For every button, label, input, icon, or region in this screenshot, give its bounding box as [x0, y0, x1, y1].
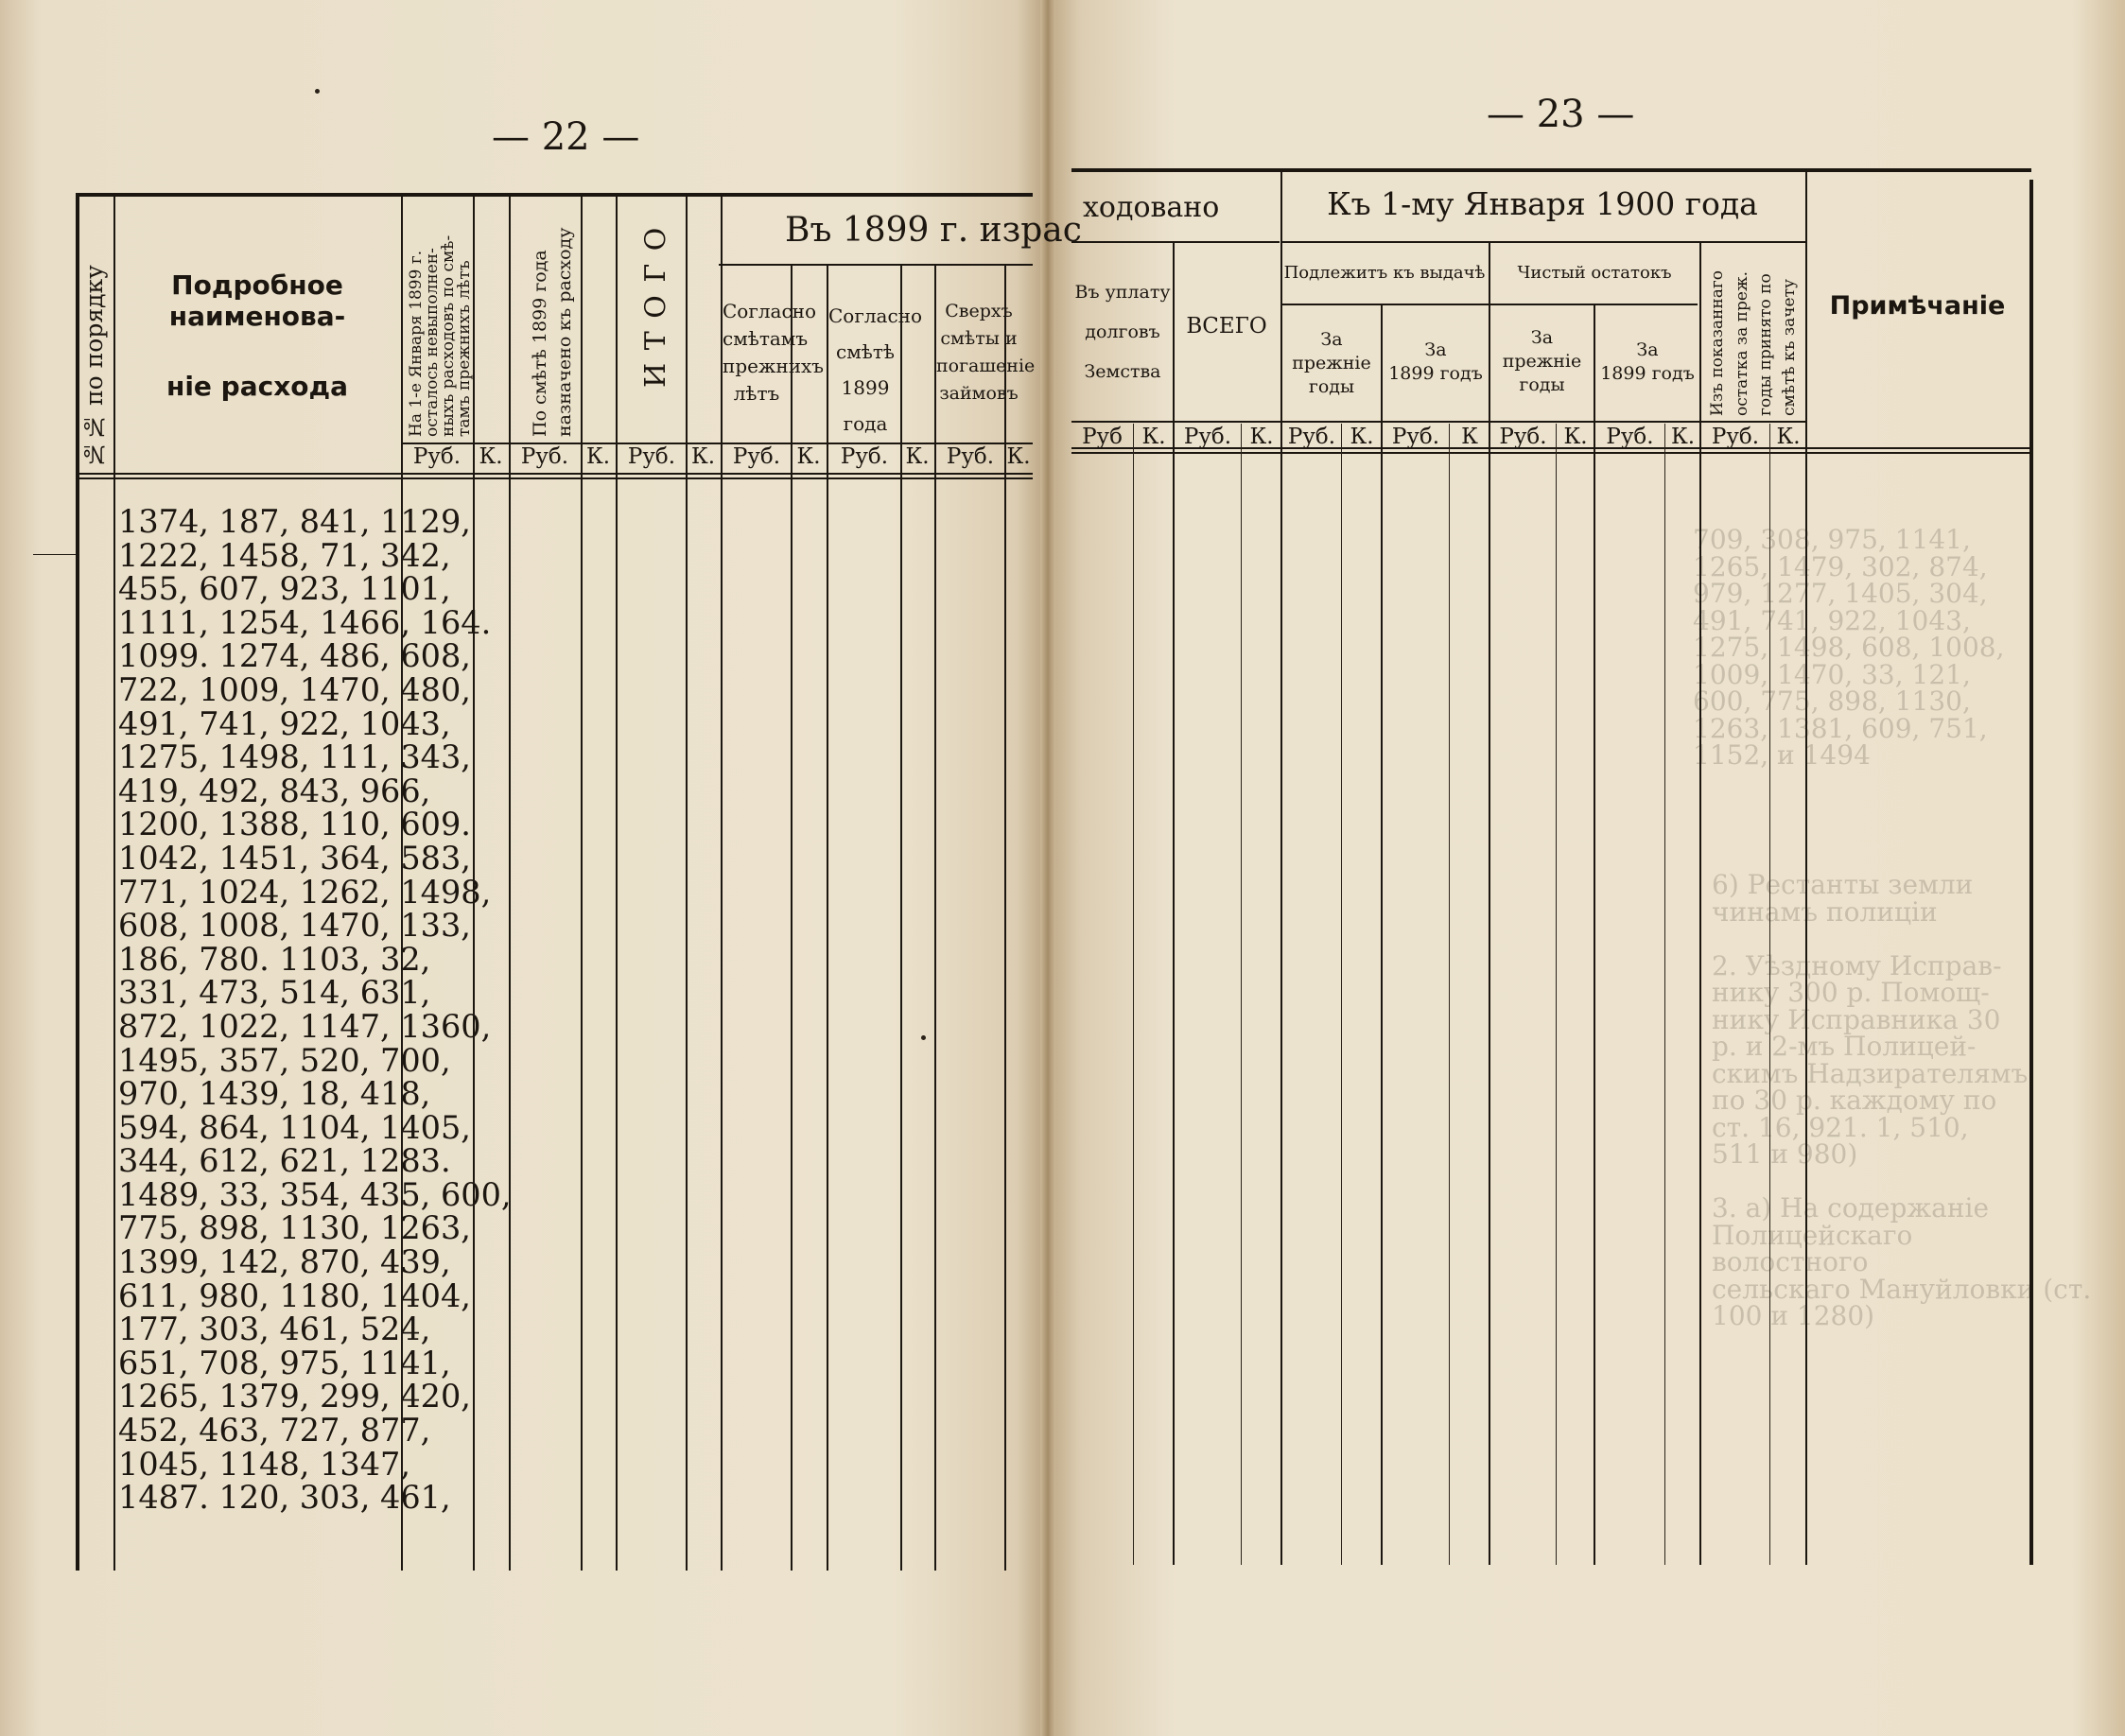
unit-label: К.	[1350, 425, 1374, 449]
right-kop-rule	[1449, 424, 1450, 1565]
list-item: 1222, 1458, 71, 342,	[118, 536, 451, 574]
total-header: ВСЕГО	[1186, 314, 1267, 339]
book-gutter	[1040, 0, 1055, 1736]
ink-speck	[315, 89, 320, 94]
unit-label: К.	[1670, 425, 1696, 449]
right-table-top-rule	[1071, 168, 2031, 172]
unit-label: К.	[796, 444, 821, 469]
due-1899-header: За 1899 годъ	[1388, 339, 1483, 384]
list-item: 1042, 1451, 364, 583,	[118, 839, 471, 877]
unit-label: К.	[585, 444, 611, 469]
unit-label: Руб.	[412, 444, 462, 469]
unit-label: К.	[479, 444, 503, 469]
list-item: 970, 1439, 18, 418,	[118, 1075, 431, 1113]
list-item: 491, 741, 922, 1043,	[118, 704, 451, 742]
list-item: 1200, 1388, 110, 609.	[118, 806, 471, 843]
group-1899-header: Въ 1899 г. израс	[785, 211, 1082, 250]
list-item: 1045, 1148, 1347,	[118, 1445, 411, 1483]
list-item: 872, 1022, 1147, 1360,	[118, 1007, 492, 1045]
sub-1899-header: Согласно смѣтѣ 1899 года	[828, 304, 923, 435]
list-item: 186, 780. 1103, 32,	[118, 940, 431, 978]
list-item: 1374, 187, 841, 1129,	[118, 503, 471, 540]
debts-header: Въ уплату долговъ Земства	[1074, 282, 1171, 382]
list-item: 608, 1008, 1470, 133,	[118, 907, 471, 945]
due-header: Подлежитъ къ выдачѣ	[1283, 263, 1486, 283]
bleed-through-text: 6) Рестанты земли чинамъ полиціи 2. Уѣздному Исправ- нику 300 р. Помощ- нику Исправника 30 р. и 2-мъ Полицей- скимъ Надзирателямъ по 30 р. каждому по ст. 16, 921. 1, 510, 511 и 980) 3. а) На содержаніе Полицейскаго волостного сельскаго Мануйловки (ст. 100 и 1280)	[1712, 869, 2092, 1331]
unit-label: Руб.	[840, 444, 889, 469]
col-name-header-line2: ніе расхода	[165, 371, 349, 402]
unit-label: К.	[1249, 425, 1274, 449]
page-number-left: — 22 —	[492, 115, 640, 159]
left-col-rule	[616, 195, 618, 1571]
unit-label: Руб.	[1183, 425, 1232, 449]
unit-label: Руб.	[520, 444, 569, 469]
list-item: 177, 303, 461, 524,	[118, 1311, 431, 1348]
accepted-header: Изъ показаннаго остатка за преж. годы принято по смѣтѣ къ зачету	[1708, 270, 1799, 416]
list-item: 1265, 1379, 299, 420,	[118, 1378, 471, 1415]
right-page	[1048, 0, 2125, 1736]
left-header-rule	[76, 473, 1033, 475]
list-item: 1099. 1274, 486, 608,	[118, 637, 471, 675]
right-col-rule	[1381, 305, 1383, 1565]
notes-header: Примѣчаніе	[1829, 291, 2006, 321]
unit-label: Руб.	[1606, 425, 1654, 449]
list-item: 651, 708, 975, 1141,	[118, 1344, 451, 1381]
right-table-border	[2029, 180, 2033, 1565]
unit-label: К.	[690, 444, 716, 469]
unit-label: К.	[1006, 444, 1031, 469]
list-item: 611, 980, 1180, 1404,	[118, 1276, 471, 1314]
balance-header: Чистый остатокъ	[1517, 263, 1672, 283]
unit-label: Руб.	[1287, 425, 1336, 449]
unit-label: Руб.	[1499, 425, 1547, 449]
unit-label: К.	[1141, 425, 1166, 449]
list-item: 419, 492, 843, 966,	[118, 772, 431, 809]
left-header-rule-2	[76, 477, 1033, 479]
right-kop-rule	[1769, 424, 1770, 1565]
right-unit-rule	[1071, 421, 1805, 423]
unit-label: Руб.	[732, 444, 781, 469]
col-name-header-line1: Подробное наименова-	[168, 269, 346, 332]
page-number-right: — 23 —	[1487, 93, 1635, 136]
right-group-rule	[1071, 241, 1280, 243]
unit-label: К.	[1776, 425, 1801, 449]
unit-label: К	[1461, 425, 1478, 449]
list-item: 344, 612, 621, 1283.	[118, 1142, 451, 1180]
right-kop-rule	[1133, 424, 1134, 1565]
list-item: 775, 898, 1130, 1263,	[118, 1209, 471, 1247]
right-kop-rule	[1664, 424, 1665, 1565]
list-item: 1399, 142, 870, 439,	[118, 1243, 451, 1281]
ink-speck	[921, 1035, 926, 1040]
list-item: 1495, 357, 520, 700,	[118, 1041, 451, 1079]
right-kop-rule	[1241, 424, 1242, 1565]
list-item: 455, 607, 923, 1101,	[118, 570, 451, 608]
cont-spent-header: ходовано	[1083, 191, 1220, 224]
unit-label: Руб.	[946, 444, 995, 469]
list-item: 1111, 1254, 1466, 164.	[118, 603, 492, 641]
margin-mark	[33, 554, 78, 555]
unit-label: Руб.	[1391, 425, 1440, 449]
unit-label: Руб.	[627, 444, 676, 469]
list-item: 1275, 1498, 111, 343,	[118, 738, 471, 776]
col-assigned-header: По смѣтѣ 1899 года назначено къ расходу	[530, 227, 575, 437]
right-col-rule	[1805, 168, 1807, 1565]
expense-numbers	[118, 503, 512, 1517]
right-col-rule	[1594, 305, 1595, 1565]
right-kop-rule	[1556, 424, 1557, 1565]
due-prev-header: За прежніе годы	[1292, 329, 1371, 397]
right-kop-rule	[1341, 424, 1342, 1565]
left-table-top-rule	[76, 193, 1033, 197]
col-remaining-header: На 1-е Января 1899 г. осталось невыполнен- ныхъ расходовъ по смѣ- тамъ прежнихъ лѣтъ	[407, 234, 474, 437]
list-item: 1487. 120, 303, 461,	[118, 1479, 451, 1517]
unit-label: Руб	[1082, 425, 1123, 449]
col-number-header: №№ по порядку	[80, 265, 108, 468]
list-item: 722, 1009, 1470, 480,	[118, 670, 471, 708]
left-col-rule	[509, 195, 511, 1571]
left-col-rule	[581, 195, 583, 1571]
unit-label: К.	[1563, 425, 1588, 449]
list-item: 1489, 33, 354, 435, 600,	[118, 1175, 512, 1213]
unit-label: Руб.	[1711, 425, 1760, 449]
left-group-rule	[719, 264, 1033, 266]
list-item: 594, 864, 1104, 1405,	[118, 1108, 471, 1146]
group-jan1900-header: Къ 1-му Января 1900 года	[1327, 185, 1758, 222]
unit-label: К.	[905, 444, 930, 469]
right-header-rule-2	[1071, 452, 2031, 454]
list-item: 771, 1024, 1262, 1498,	[118, 873, 492, 911]
bleed-through-text: 709, 308, 975, 1141, 1265, 1479, 302, 874, 979, 1277, 1405, 304, 491, 741, 922, 1043, 1275, 1498, 608, 1008, 1009, 1470, 33, 121, 600, 775, 898, 1130, 1263, 1381, 609, 751, 1152, и 1494	[1693, 524, 2005, 771]
bal-1899-header: За 1899 годъ	[1600, 339, 1695, 384]
list-item: 331, 473, 514, 631,	[118, 974, 431, 1012]
col-total-header: И Т О Г О	[639, 225, 672, 388]
left-table-border	[76, 195, 79, 1571]
list-item: 452, 463, 727, 877,	[118, 1412, 431, 1450]
left-col-rule	[686, 195, 688, 1571]
bal-prev-header: За прежніе годы	[1502, 327, 1582, 395]
sub-prev-header: Согласно смѣтамъ прежнихъ лѣтъ	[723, 300, 825, 405]
sub-extra-header: Сверхъ смѣты и погашеніе займовъ	[936, 301, 1036, 404]
